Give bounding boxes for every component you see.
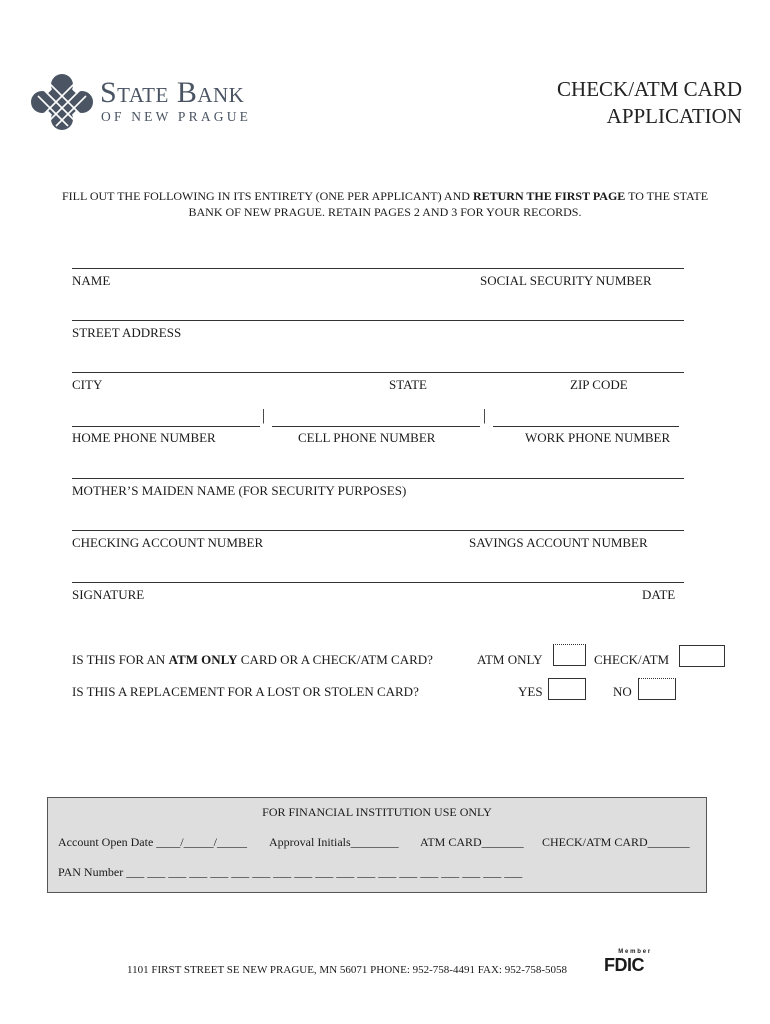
atm-only-checkbox[interactable]: [553, 644, 586, 666]
check-atm-card-field[interactable]: CHECK/ATM CARD_______: [542, 835, 690, 849]
home-phone-line[interactable]: [72, 426, 260, 427]
cell-phone-line[interactable]: [272, 426, 480, 427]
approval-initials-field[interactable]: Approval Initials________: [269, 835, 399, 849]
atm-card-field[interactable]: ATM CARD_______: [420, 835, 524, 849]
card-type-question: [72, 652, 433, 668]
instructions: [60, 188, 710, 220]
signature-label: SIGNATURE: [72, 587, 145, 602]
card-type-question-part2: CARD OR A CHECK/ATM CARD?: [237, 652, 433, 667]
street-address-line[interactable]: [72, 320, 684, 321]
savings-account-label: SAVINGS ACCOUNT NUMBER: [469, 535, 648, 550]
account-numbers-line[interactable]: [72, 530, 684, 531]
no-label: NO: [613, 684, 632, 699]
institution-use-box: [47, 797, 707, 893]
name-ssn-line[interactable]: [72, 268, 684, 269]
form-title: [557, 76, 742, 130]
instructions-bold: RETURN THE FIRST PAGE: [472, 189, 626, 203]
instructions-part1: FILL OUT THE FOLLOWING IN ITS ENTIRETY (ONE PER APPLICANT) AND: [61, 189, 473, 203]
name-label: NAME: [72, 273, 111, 288]
bank-name-subtitle: OF NEW PRAGUE: [101, 109, 252, 124]
pan-number-field[interactable]: PAN Number ___ ___ ___ ___ ___ ___ ___ ___ ___ ___ ___ ___ ___ ___ ___ ___ ___ ___ ___: [58, 865, 523, 879]
city-label: CITY: [72, 377, 103, 392]
zip-code-label: ZIP CODE: [570, 377, 628, 392]
fdic-logo-icon: [604, 948, 652, 976]
institution-use-title: FOR FINANCIAL INSTITUTION USE ONLY: [262, 805, 492, 819]
yes-label: YES: [518, 684, 543, 699]
work-phone-line[interactable]: [493, 426, 679, 427]
instructions-part2: TO THE STATE BANK OF NEW PRAGUE. RETAIN PAGES 2 AND 3 FOR YOUR RECORDS.: [188, 189, 709, 219]
city-state-zip-line[interactable]: [72, 372, 684, 373]
account-open-date-field[interactable]: Account Open Date ____/_____/_____: [58, 835, 247, 849]
maiden-name-label: MOTHER’S MAIDEN NAME (FOR SECURITY PURPOSES): [72, 483, 407, 498]
phone-separator: |: [262, 407, 266, 424]
card-type-question-bold: ATM ONLY: [168, 652, 238, 667]
bank-address: 1101 FIRST STREET SE NEW PRAGUE, MN 56071 PHONE: 952-758-4491 FAX: 952-758-5058: [127, 964, 568, 976]
bank-logo-icon: [30, 74, 94, 130]
fdic-member-text: Member: [618, 949, 652, 955]
check-atm-checkbox[interactable]: [679, 645, 725, 667]
cell-phone-label: CELL PHONE NUMBER: [298, 430, 436, 445]
phone-separator: |: [483, 407, 487, 424]
yes-checkbox[interactable]: [548, 678, 586, 700]
form-title-line2: APPLICATION: [606, 104, 742, 128]
ssn-label: SOCIAL SECURITY NUMBER: [480, 273, 652, 288]
bank-name: State Bank: [100, 76, 245, 109]
signature-date-line[interactable]: [72, 582, 684, 583]
work-phone-label: WORK PHONE NUMBER: [525, 430, 671, 445]
check-atm-label: CHECK/ATM: [594, 652, 670, 667]
maiden-name-line[interactable]: [72, 478, 684, 479]
home-phone-label: HOME PHONE NUMBER: [72, 430, 216, 445]
state-label: STATE: [389, 377, 427, 392]
card-type-question-part1: IS THIS FOR AN: [72, 652, 169, 667]
replacement-question: IS THIS A REPLACEMENT FOR A LOST OR STOLEN CARD?: [72, 684, 419, 699]
atm-only-label: ATM ONLY: [477, 652, 543, 667]
form-title-line1: CHECK/ATM CARD: [557, 77, 742, 101]
no-checkbox[interactable]: [638, 678, 676, 700]
date-label: DATE: [642, 587, 676, 602]
checking-account-label: CHECKING ACCOUNT NUMBER: [72, 535, 264, 550]
fdic-text: FDIC: [604, 955, 644, 975]
street-address-label: STREET ADDRESS: [72, 325, 182, 340]
